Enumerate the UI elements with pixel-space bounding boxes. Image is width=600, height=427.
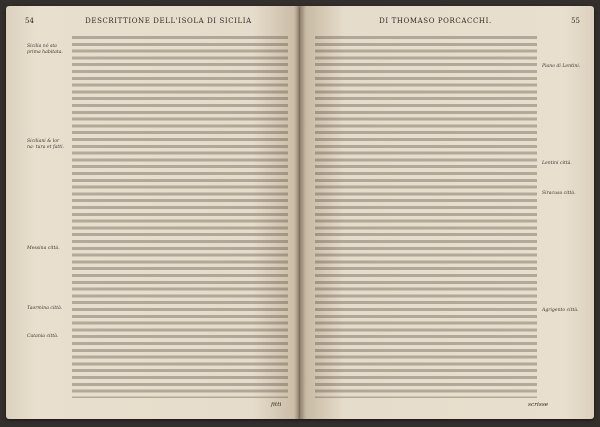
left-text-block (72, 36, 288, 398)
left-catchword: fitti (271, 402, 282, 408)
left-running-title: DESCRITTIONE DELL'ISOLA DI SICILIA (85, 17, 252, 25)
right-text-block (315, 36, 537, 398)
left-margin-note: Catania città. (27, 334, 59, 339)
left-margin-note: Sicilia nó sta prima habitata. (27, 44, 63, 55)
left-margin-note: Siciliani & lor na- tura et fatti. (27, 139, 64, 150)
right-running-title: DI THOMASO PORCACCHI. (379, 17, 492, 25)
right-margin-note: Piano di Lentini. (542, 64, 581, 69)
right-running-header (315, 17, 580, 29)
left-page-number: 54 (25, 17, 34, 25)
right-margin-note: Lentini città. (542, 161, 572, 166)
right-page (300, 6, 594, 419)
book-gutter (294, 6, 306, 419)
left-margin-note: Messina città. (27, 246, 60, 251)
right-catchword: scrisse (528, 402, 549, 408)
right-margin-note: Siracusa città. (542, 191, 576, 196)
left-margin-note: Taormina città. (27, 306, 63, 311)
right-page-number: 55 (571, 17, 580, 25)
left-running-header (25, 17, 288, 29)
right-margin-note: Agrigento città. (542, 308, 579, 313)
left-page (6, 6, 300, 419)
